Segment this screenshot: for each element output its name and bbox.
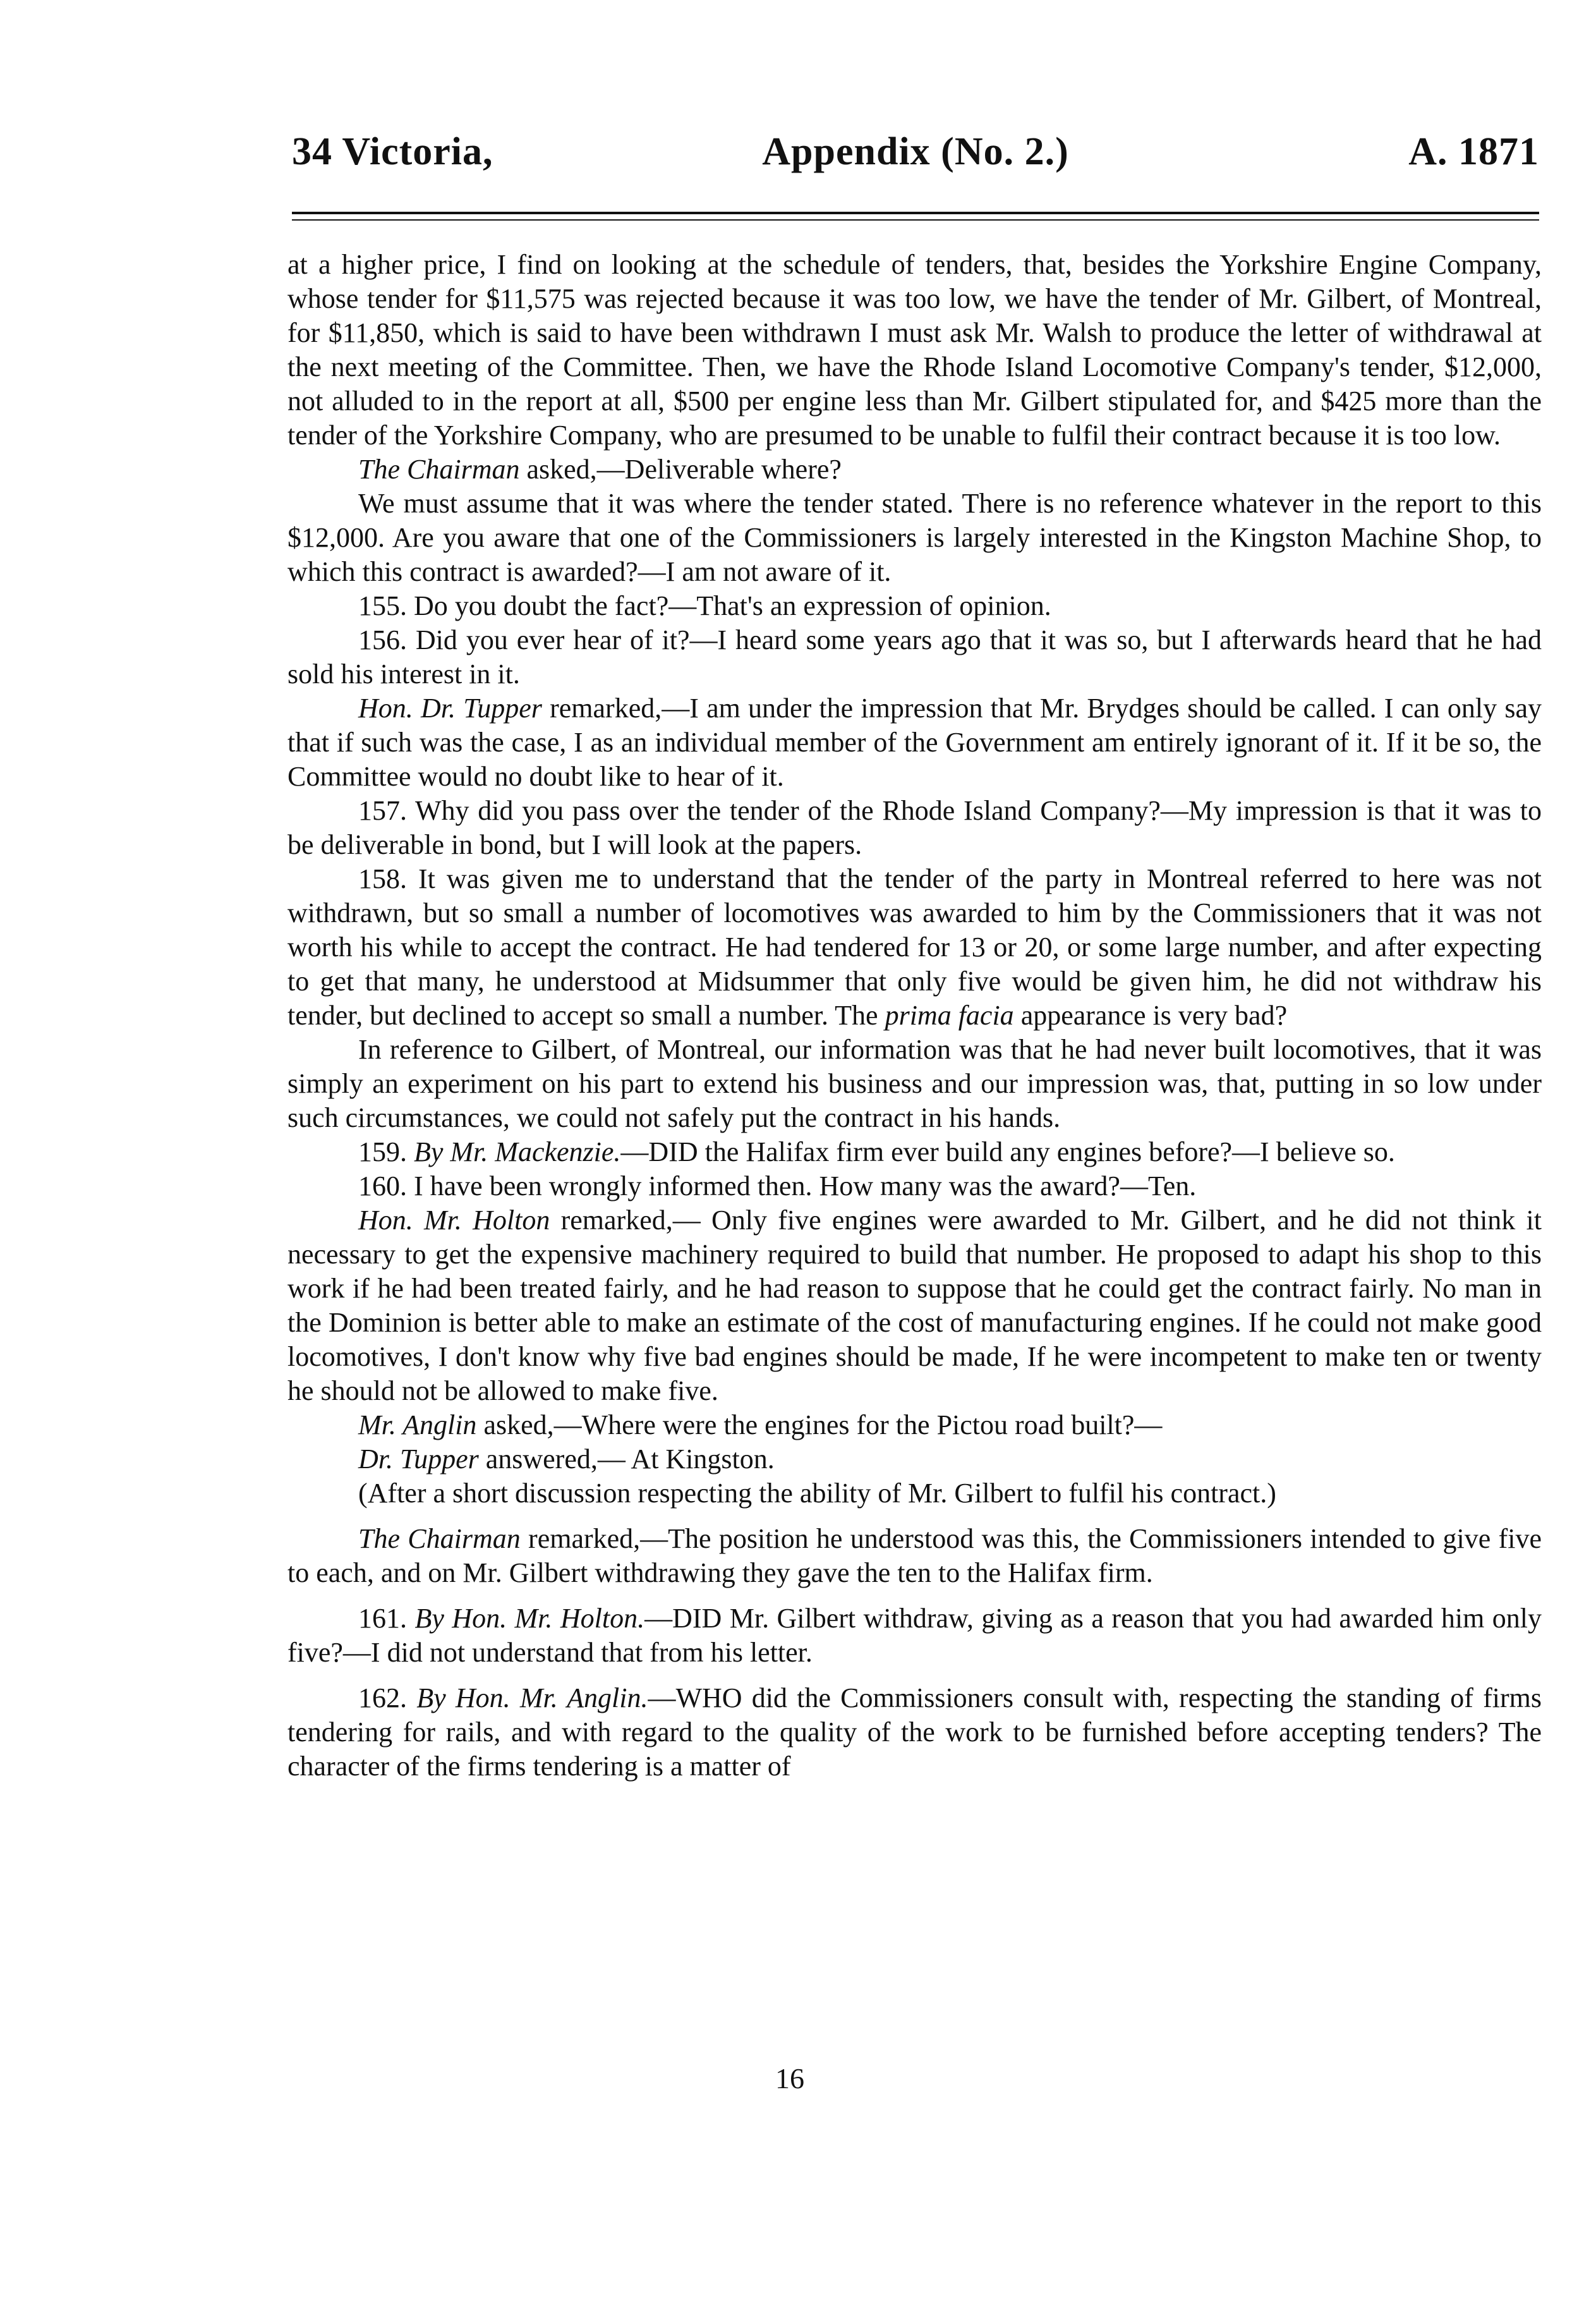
body-text [287, 248, 1542, 1784]
paragraph: at a higher price, I find on looking at the schedule of tenders, that, besides the Yorkshire Engine Company, whose tender for $11,575 was rejected because it was too low, we have the tender of Mr. Gilbert, of Montreal, for $11,850, which is said to have been withdrawn I must ask Mr. Walsh to produce the letter of withdrawal at the next meeting of the Committee. Then, we have the Rhode Island Locomotive Company's tender, $12,000, not alluded to in the report at all, $500 per engine less than Mr. Gilbert stipulated for, and $425 more than the tender of the Yorkshire Company, who are presumed to be unable to fulfil their contract because it is too low. [287, 249, 1542, 451]
header-rule-thin [292, 219, 1539, 221]
paragraph: Hon. Dr. Tupper remarked,—I am under the impression that Mr. Brydges should be called. I can only say that if such was the case, I as an individual member of the Government am entirely ignorant of it. If it be so, the Committee would no doubt like to hear of it. [287, 693, 1542, 792]
paragraph: Hon. Mr. Holton remarked,— Only five engines were awarded to Mr. Gilbert, and he did not think it necessary to get the expensive machinery required to build that number. He proposed to adapt his shop to this work if he had been treated fairly, and he had reason to suppose that he could get the contract fairly. No man in the Dominion is better able to make an estimate of the cost of manufacturing engines. If he could not make good locomotives, I don't know why five bad engines should be made, If he were incompetent to make ten or twenty he should not be allowed to make five. [287, 1205, 1542, 1406]
paragraph: In reference to Gilbert, of Montreal, our information was that he had never built locomotives, that it was simply an experiment on his part to extend his business and our impression was, that, putting in so low under such circumstances, we could not safely put the contract in his hands. [287, 1034, 1542, 1133]
paragraph: 160. I have been wrongly informed then. How many was the award?—Ten. [358, 1170, 1197, 1201]
header-right: A. 1871 [1408, 130, 1539, 173]
paragraph: 156. Did you ever hear of it?—I heard some years ago that it was so, but I afterwards heard that he had sold his interest in it. [287, 624, 1542, 690]
paragraph: 162. By Hon. Mr. Anglin.—WHO did the Commissioners consult with, respecting the standing of firms tendering for rails, and with regard to the quality of the work to be furnished before accepting tenders? The character of the firms tendering is a matter of [287, 1682, 1542, 1782]
paragraph: The Chairman asked,—Deliverable where? [358, 454, 842, 485]
paragraph: We must assume that it was where the tender stated. There is no reference whatever in the report to this $12,000. Are you aware that one of the Commissioners is largely interested in the Kingston Machine Shop, to which this contract is awarded?—I am not aware of it. [287, 488, 1542, 587]
paragraph: 159. By Mr. Mackenzie.—DID the Halifax firm ever build any engines before?—I believe so. [358, 1136, 1395, 1167]
paragraph: The Chairman remarked,—The position he understood was this, the Commissioners intended to give five to each, and on Mr. Gilbert withdrawing they gave the ten to the Halifax firm. [287, 1523, 1542, 1588]
header-rule-thick [292, 212, 1539, 214]
paragraph: 155. Do you doubt the fact?—That's an expression of opinion. [358, 590, 1051, 621]
paragraph: 158. It was given me to understand that the tender of the party in Montreal referred to here was not withdrawn, but so small a number of locomotives was awarded to him by the Commissioners that it was not worth his while to accept the contract. He had tendered for 13 or 20, or some large number, and after expecting to get that many, he understood at Midsummer that only five would be given him, he did not withdraw his tender, but declined to accept so small a number. The prima facia appearance is very bad? [287, 863, 1542, 1031]
paragraph: Mr. Anglin asked,—Where were the engines for the Pictou road built?— [358, 1409, 1163, 1440]
paragraph: 161. By Hon. Mr. Holton.—DID Mr. Gilbert withdraw, giving as a reason that you had awarded him only five?—I did not understand that from his letter. [287, 1603, 1542, 1668]
paragraph: (After a short discussion respecting the ability of Mr. Gilbert to fulfil his contract.) [358, 1478, 1276, 1509]
header-left: 34 Victoria, [292, 130, 493, 173]
paragraph: 157. Why did you pass over the tender of the Rhode Island Company?—My impression is that it was to be deliverable in bond, but I will look at the papers. [287, 795, 1542, 860]
paragraph: Dr. Tupper answered,— At Kingston. [358, 1444, 775, 1474]
page-number: 16 [775, 2062, 804, 2094]
running-header [292, 123, 1539, 180]
header-center: Appendix (No. 2.) [762, 130, 1069, 173]
